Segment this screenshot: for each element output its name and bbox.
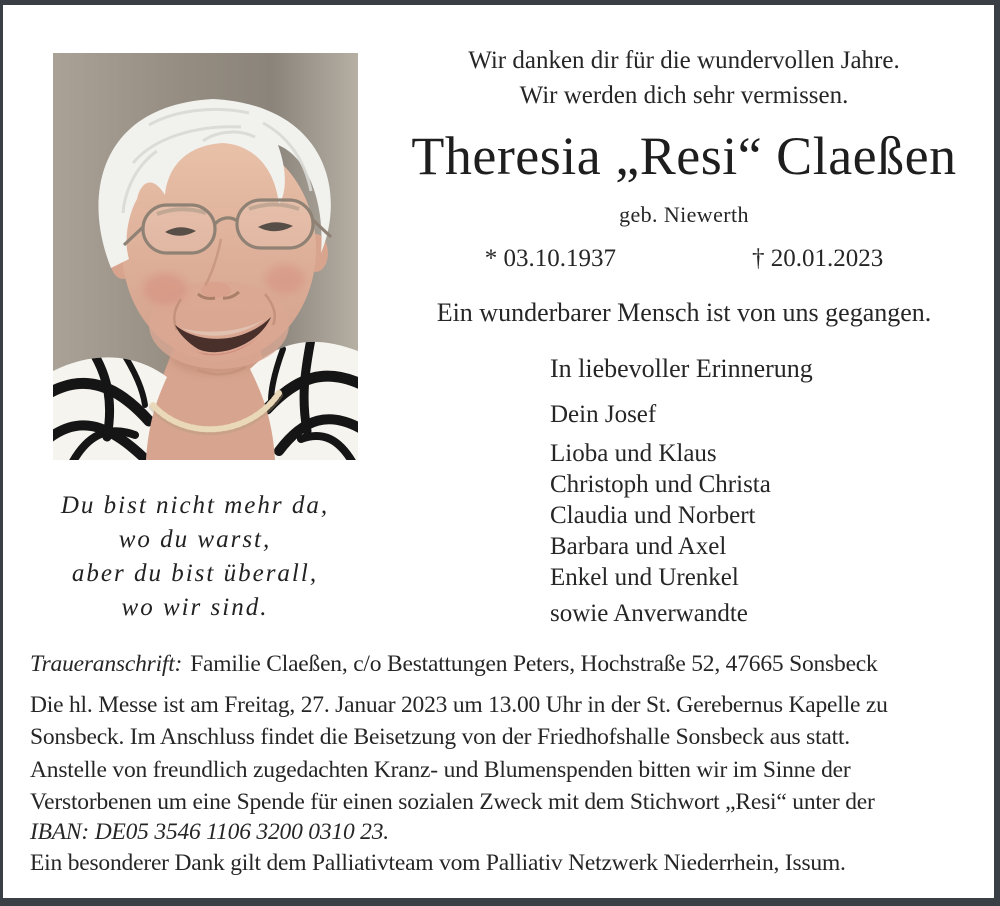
life-dates <box>391 245 977 273</box>
death-date: † 20.01.2023 <box>752 245 884 272</box>
quote-line: wo du warst, <box>118 526 272 553</box>
quote-line: Du bist nicht mehr da, <box>60 492 330 519</box>
mourner-line: Claudia und Norbert <box>550 502 756 529</box>
service-line: Die hl. Messe ist am Freitag, 27. Januar 2023 um 13.00 Uhr in der St. Gerebernus Kapelle zu <box>30 692 888 718</box>
mourning-address <box>30 651 878 678</box>
portrait-photo <box>53 53 358 460</box>
mourner-line: Barbara und Axel <box>550 533 727 560</box>
donation-line: Verstorbenen um eine Spende für einen sozialen Zweck mit dem Stichwort „Resi“ unter der <box>30 789 875 815</box>
thanks-line-1: Wir danken dir für die wundervollen Jahre. <box>468 47 900 74</box>
service-line: Sonsbeck. Im Anschluss findet die Beisetzung von der Friedhofshalle Sonsbeck aus statt. <box>30 724 850 750</box>
mourner-line: Christoph und Christa <box>550 471 771 498</box>
mourners-list <box>550 399 771 629</box>
maiden-name: geb. Niewerth <box>619 202 749 227</box>
donation-info <box>30 754 875 818</box>
birth-date: * 03.10.1937 <box>484 245 616 272</box>
quote-line: wo wir sind. <box>121 594 269 621</box>
portrait-illustration <box>53 53 358 460</box>
service-info <box>30 689 888 753</box>
quote-line: aber du bist überall, <box>71 560 319 587</box>
deceased-name: Theresia „Resi“ Claeßen <box>411 126 957 186</box>
mourner-line: Dein Josef <box>550 401 657 428</box>
tribute-line: Ein wunderbarer Mensch ist von uns gegangen. <box>436 298 932 327</box>
mourning-address-text: Familie Claeßen, c/o Bestattungen Peters, Hochstraße 52, 47665 Sonsbeck <box>190 651 878 677</box>
thanks-line-2: Wir werden dich sehr vermissen. <box>519 82 849 109</box>
memorial-quote <box>19 489 371 625</box>
mourning-address-label: Traueranschrift: <box>30 651 183 677</box>
palliative-thanks-line: Ein besonderer Dank gilt dem Palliativteam vom Palliativ Netzwerk Niederrhein, Issum. <box>30 850 846 876</box>
mourner-line: Enkel und Urenkel <box>550 564 739 591</box>
memory-line: In liebevoller Erinnerung <box>550 354 813 383</box>
donation-line: Anstelle von freundlich zugedachten Kranz- und Blumenspenden bitten wir im Sinne der <box>30 757 851 783</box>
mourner-line: sowie Anverwandte <box>550 600 748 627</box>
iban-line: IBAN: DE05 3546 1106 3200 0310 23. <box>30 819 389 845</box>
mourner-line: Lioba und Klaus <box>550 440 717 467</box>
